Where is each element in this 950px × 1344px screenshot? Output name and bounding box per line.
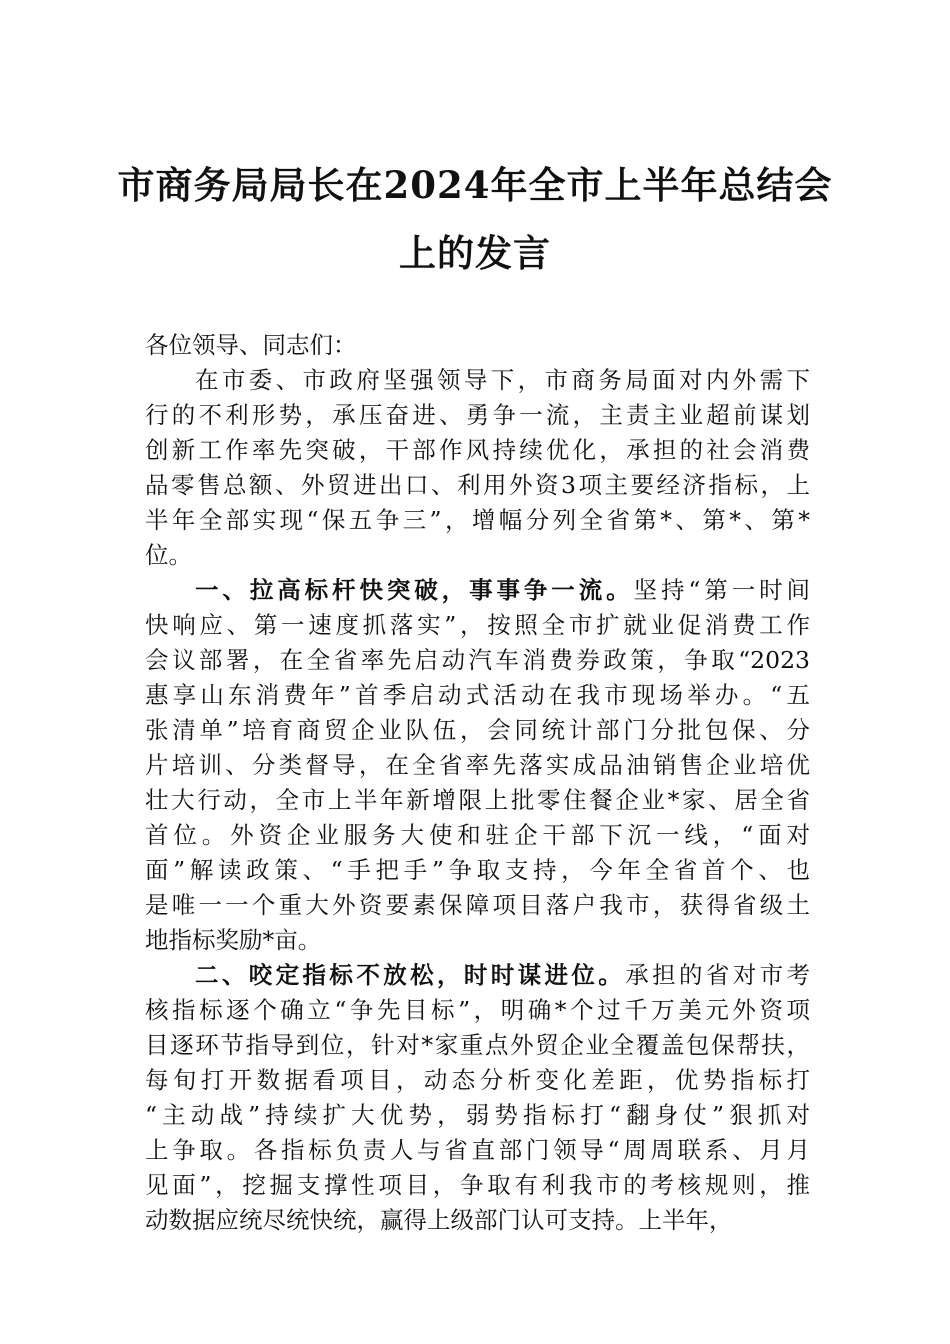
section1-line: 是唯一一个重大外资要素保障项目落户我市，获得省级土 (145, 891, 810, 919)
section2-line: 核指标逐个确立“争先目标”，明确*个过千万美元外资项 (145, 996, 810, 1024)
intro-line: 位。 (145, 541, 192, 569)
section1-line: 张清单”培育商贸企业队伍，会同统计部门分批包保、分 (145, 716, 810, 744)
section1-line: 快响应、第一速度抓落实”，按照全市扩就业促消费工作 (145, 611, 810, 639)
document-title-line-2: 上的发言 (399, 231, 551, 275)
section2-heading: 二、咬定指标不放松，时时谋进位。 (195, 961, 626, 989)
section1-heading: 一、拉高标杆快突破，事事争一流。 (195, 576, 634, 604)
section1-first-line (195, 572, 810, 608)
section2-first-line (195, 957, 810, 993)
section2-line: 上争取。各指标负责人与省直部门领导“周周联系、月月 (145, 1136, 810, 1164)
section2-line: 目逐环节指导到位，针对*家重点外贸企业全覆盖包保帮扶， (145, 1031, 810, 1059)
section2-first-text: 承担的省对市考 (625, 961, 811, 989)
document-title-line-1: 市商务局局长在2024年全市上半年总结会 (117, 163, 833, 207)
section2-line: 动数据应统尽统快统，赢得上级部门认可支持。上半年， (145, 1206, 733, 1234)
section1-line: 地指标奖励*亩。 (145, 926, 322, 954)
section1-line: 面”解读政策、“手把手”争取支持，今年全省首个、也 (145, 856, 810, 884)
intro-line: 半年全部实现“保五争三”，增幅分列全省第*、第*、第* (145, 506, 810, 534)
section2-line: 见面”，挖掘支撑性项目，争取有利我市的考核规则，推 (145, 1171, 810, 1199)
section1-line: 壮大行动，全市上半年新增限上批零住餐企业*家、居全省 (145, 786, 810, 814)
section2-line: 每旬打开数据看项目，动态分析变化差距，优势指标打 (145, 1066, 810, 1094)
section1-line: 会议部署，在全省率先启动汽车消费券政策，争取“2023 (145, 646, 810, 674)
section2-line: “主动战”持续扩大优势，弱势指标打“翻身仗”狠抓对 (145, 1101, 810, 1129)
intro-line: 创新工作率先突破，干部作风持续优化，承担的社会消费 (145, 436, 810, 464)
section1-line: 片培训、分类督导，在全省率先落实成品油销售企业培优 (145, 751, 810, 779)
section1-first-text: 坚持“第一时间 (633, 576, 811, 604)
salutation: 各位领导、同志们： (145, 331, 357, 359)
intro-line: 行的不利形势，承压奋进、勇争一流，主责主业超前谋划 (145, 401, 810, 429)
intro-line: 在市委、市政府坚强领导下，市商务局面对内外需下 (195, 366, 810, 394)
section1-line: 首位。外资企业服务大使和驻企干部下沉一线，“面对 (145, 821, 810, 849)
section1-line: 惠享山东消费年”首季启动式活动在我市现场举办。“五 (145, 681, 810, 709)
intro-line: 品零售总额、外贸进出口、利用外资3项主要经济指标，上 (145, 471, 810, 499)
